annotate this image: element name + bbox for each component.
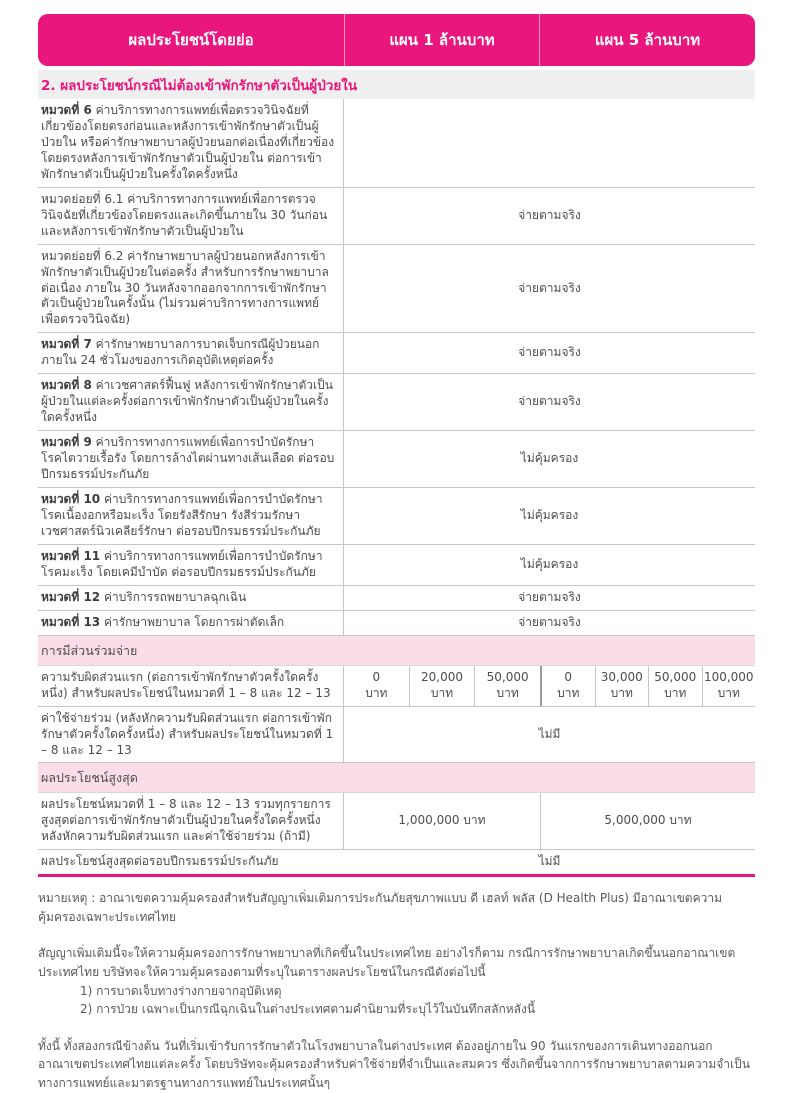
benefit-row-13 — [38, 611, 755, 636]
max-benefit-per-year-row — [38, 850, 755, 874]
benefit-text: ค่าบริการทางการแพทย์เพื่อตรวจวินิจฉัยที่เกี่ยวข้องโดยตรงก่อนและหลังการเข้าพักรักษาตัวเป็นผู้ป่วยใน หรือค่ารักษาพยาบาลผู้ป่วยนอกต่อเนื่องที่เกี่ยวข้องโดยตรงหลังการเข้าพักรักษาตัวเป็นผู้ป่วยใน ต่อการเข้าพักรักษาตัวเป็นผู้ป่วยในครั้งใดครั้งหนึ่ง — [41, 103, 335, 181]
benefit-text: ค่าบริการทางการแพทย์เพื่อการบำบัดรักษาโรคมะเร็ง โดยเคมีบำบัด ต่อรอบปีกรมธรรม์ประกันภัย — [41, 548, 323, 579]
benefit-row-8 — [38, 374, 755, 431]
deductible-unit: บาท — [430, 685, 454, 700]
deductible-option — [409, 666, 475, 706]
deductible-plan1-options — [344, 666, 540, 706]
benefit-table — [38, 14, 755, 877]
cost-sharing-band: การมีส่วนร่วมจ่าย — [38, 636, 755, 666]
benefit-row-12 — [38, 586, 755, 611]
deductible-unit: บาท — [664, 685, 687, 700]
benefit-value: ไม่คุ้มครอง — [520, 507, 579, 522]
deductible-amount: 0 — [564, 669, 573, 684]
benefit-text: ค่ารักษาพยาบาลการบาดเจ็บกรณีผู้ป่วยนอก ภายใน 24 ชั่วโมงของการเกิดอุบัติเหตุต่อครั้ง — [41, 337, 320, 368]
remark-line: หมายเหตุ : อาณาเขตความคุ้มครองสำหรับสัญญาเพิ่มเติมการประกันภัยสุขภาพแบบ ดี เฮลท์ พลัส (D Health Plus) มีอาณาเขตความคุ้มครองเฉพาะประเทศไทย — [38, 891, 723, 924]
benefit-label — [38, 333, 344, 373]
note-list-item-2: 2) การป่วย เฉพาะเป็นกรณีฉุกเฉินในต่างประเทศตามคำนิยามที่ระบุไว้ในบันทึกสลักหลังนี้ — [80, 1002, 536, 1017]
benefit-text: หมวดย่อยที่ 6.1 ค่าบริการทางการแพทย์เพื่อการตรวจวินิจฉัยที่เกี่ยวข้องโดยตรงและเกิดขึ้นภายใน 30 วันก่อนและหลังการเข้าพักรักษาตัวเป็นผู้ป่วยใน — [41, 191, 328, 238]
note-list-item-1: 1) การบาดเจ็บทางร่างกายจากอุบัติเหตุ — [80, 983, 282, 998]
benefit-code: หมวดที่ 6 — [41, 103, 92, 117]
benefit-code: หมวดที่ 13 — [41, 614, 101, 629]
copay-label: ค่าใช้จ่ายร่วม (หลังหักความรับผิดส่วนแรก ต่อการเข้าพักรักษาตัวครั้งใดครั้งหนึ่ง) สำหรับผลประโยชน์ในหมวดที่ 1 – 8 และ 12 – 13 — [38, 707, 344, 763]
deductible-row — [38, 666, 755, 707]
deductible-option — [542, 666, 595, 706]
benefit-row-7 — [38, 333, 755, 374]
footnotes — [38, 889, 758, 1092]
max-benefit-year-label: ผลประโยชน์สูงสุดต่อรอบปีกรมธรรม์ประกันภัย — [41, 854, 279, 869]
benefit-text: ค่าเวชศาสตร์ฟื้นฟู หลังการเข้าพักรักษาตัวเป็นผู้ป่วยในแต่ละครั้งต่อการเข้าพักรักษาตัวเป็นผู้ป่วยในครั้งใดครั้งหนึ่ง — [41, 378, 333, 425]
benefit-label — [38, 488, 344, 544]
benefit-text: ค่าบริการรถพยาบาลฉุกเฉิน — [100, 589, 247, 604]
max-benefit-label: ผลประโยชน์หมวดที่ 1 – 8 และ 12 – 13 รวมทุกรายการสูงสุดต่อการเข้าพักรักษาตัวเป็นผู้ป่วยในครั้งใดครั้งหนึ่ง หลังหักความรับผิดส่วนแรก และค่าใช้จ่ายร่วม (ถ้ามี) — [38, 793, 344, 849]
section-title: 2. ผลประโยชน์กรณีไม่ต้องเข้าพักรักษาตัวเป็นผู้ป่วยใน — [38, 70, 755, 99]
benefit-text: ค่าบริการทางการแพทย์เพื่อการบำบัดรักษาโรคไตวายเรื้อรัง โดยการล้างไตผ่านทางเส้นเลือด ต่อรอบปีกรมธรรม์ประกันภัย — [41, 435, 335, 482]
benefit-label — [38, 431, 344, 487]
benefit-text: ค่ารักษาพยาบาล โดยการผ่าตัดเล็ก — [100, 614, 285, 629]
note-paragraph-2: ทั้งนี้ ทั้งสองกรณีข้างต้น วันที่เริ่มเข้ารับการรักษาตัวในโรงพยาบาลในต่างประเทศ ต้องอยู่ภายใน 90 วันแรกของการเดินทางออกนอกอาณาเขตประเทศไทยแต่ละครั้ง โดยบริษัทจะคุ้มครองสำหรับค่าใช้จ่ายที่จำเป็นและสมควร ซึ่งเกิดขึ้นจากการรักษาพยาบาลตามความจำเป็นทางการแพทย์และมาตรฐานทางการแพทย์ในประเทศนั้นๆ — [38, 1038, 750, 1091]
benefit-value: จ่ายตามจริง — [518, 589, 581, 604]
deductible-option — [474, 666, 540, 706]
deductible-option — [702, 666, 756, 706]
benefit-label — [38, 545, 344, 585]
benefit-value: จ่ายตามจริง — [518, 207, 581, 222]
benefit-label — [38, 245, 344, 333]
table-header — [38, 14, 755, 66]
benefit-code: หมวดที่ 8 — [41, 378, 92, 393]
deductible-amount: 50,000 — [654, 669, 697, 684]
deductible-amount: 100,000 — [703, 669, 754, 684]
benefit-code: หมวดที่ 10 — [41, 492, 101, 507]
benefit-row-6 — [38, 99, 755, 188]
benefit-row-10 — [38, 488, 755, 545]
max-benefit-plan1-value: 1,000,000 บาท — [398, 813, 486, 828]
benefit-value: ไม่คุ้มครอง — [520, 451, 579, 466]
benefit-label — [38, 99, 344, 187]
benefit-value: จ่ายตามจริง — [518, 614, 581, 629]
benefit-label — [38, 586, 344, 610]
benefit-value: จ่ายตามจริง — [518, 345, 581, 360]
benefit-label — [38, 188, 344, 244]
deductible-unit: บาท — [557, 685, 580, 700]
deductible-unit: บาท — [610, 685, 633, 700]
benefit-text: ค่าบริการทางการแพทย์เพื่อการบำบัดรักษาโรคเนื้องอกหรือมะเร็ง โดยรังสีรักษา รังสีร่วมรักษา เวชศาสตร์นิวเคลียร์รักษา ต่อรอบปีกรมธรรม์ประกันภัย — [41, 492, 323, 538]
benefit-row-11 — [38, 545, 755, 586]
benefit-code: หมวดที่ 11 — [41, 548, 101, 563]
deductible-option — [344, 666, 409, 706]
max-benefit-band: ผลประโยชน์สูงสุด — [38, 763, 755, 793]
benefit-label — [38, 611, 344, 635]
header-cell-plan-5m: แผน 5 ล้านบาท — [594, 31, 701, 49]
benefit-value: ไม่คุ้มครอง — [520, 556, 579, 571]
benefit-value: จ่ายตามจริง — [518, 280, 581, 295]
benefit-code: หมวดที่ 7 — [41, 337, 92, 352]
benefit-value — [344, 99, 755, 187]
benefit-value: จ่ายตามจริง — [518, 394, 581, 409]
deductible-plan5-options — [540, 666, 755, 706]
deductible-label: ความรับผิดส่วนแรก (ต่อการเข้าพักรักษาตัวครั้งใดครั้งหนึ่ง) สำหรับผลประโยชน์ในหมวดที่ 1 – 8 และ 12 – 13 — [38, 666, 344, 706]
benefit-code: หมวดที่ 9 — [41, 435, 92, 450]
benefit-row-6-2 — [38, 245, 755, 334]
benefit-text: หมวดย่อยที่ 6.2 ค่ารักษาพยาบาลผู้ป่วยนอกหลังการเข้าพักรักษาตัวเป็นผู้ป่วยในต่อครั้ง สำหรับการรักษาพยาบาลต่อเนื่อง ภายใน 30 วันหลังจากออกจากการเข้าพักรักษาตัวเป็นผู้ป่วยในครั้งนั้น (ไม่รวมค่าบริการทางการแพทย์เพื่อตรวจวินิจฉัย) — [41, 248, 329, 327]
copay-row — [38, 707, 755, 764]
deductible-unit: บาท — [365, 685, 388, 700]
table-bottom-divider — [38, 874, 755, 877]
deductible-amount: 30,000 — [600, 669, 643, 684]
deductible-amount: 0 — [372, 669, 381, 684]
deductible-unit: บาท — [496, 685, 519, 700]
benefit-row-9 — [38, 431, 755, 488]
deductible-unit: บาท — [717, 685, 740, 700]
benefit-label — [38, 374, 344, 430]
copay-value: ไม่มี — [538, 726, 561, 741]
header-cell-plan-1m: แผน 1 ล้านบาท — [344, 14, 540, 66]
max-benefit-plan5-value: 5,000,000 บาท — [540, 793, 755, 849]
benefit-row-6-1 — [38, 188, 755, 245]
deductible-option — [648, 666, 702, 706]
max-benefit-year-value: ไม่มี — [538, 854, 561, 869]
deductible-amount: 50,000 — [486, 669, 529, 684]
max-benefit-per-stay-row — [38, 793, 755, 850]
benefit-code: หมวดที่ 12 — [41, 589, 101, 604]
note-paragraph-1: สัญญาเพิ่มเติมนี้จะให้ความคุ้มครองการรักษาพยาบาลที่เกิดขึ้นในประเทศไทย อย่างไรก็ตาม กรณีการรักษาพยาบาลเกิดขึ้นนอกอาณาเขตประเทศไทย บริษัทจะให้ความคุ้มครองตามที่ระบุในตารางผลประโยชน์ในกรณีดังต่อไปนี้ — [38, 946, 736, 980]
header-cell-benefit: ผลประโยชน์โดยย่อ — [128, 31, 254, 49]
deductible-option — [595, 666, 649, 706]
deductible-amount: 20,000 — [421, 669, 463, 684]
